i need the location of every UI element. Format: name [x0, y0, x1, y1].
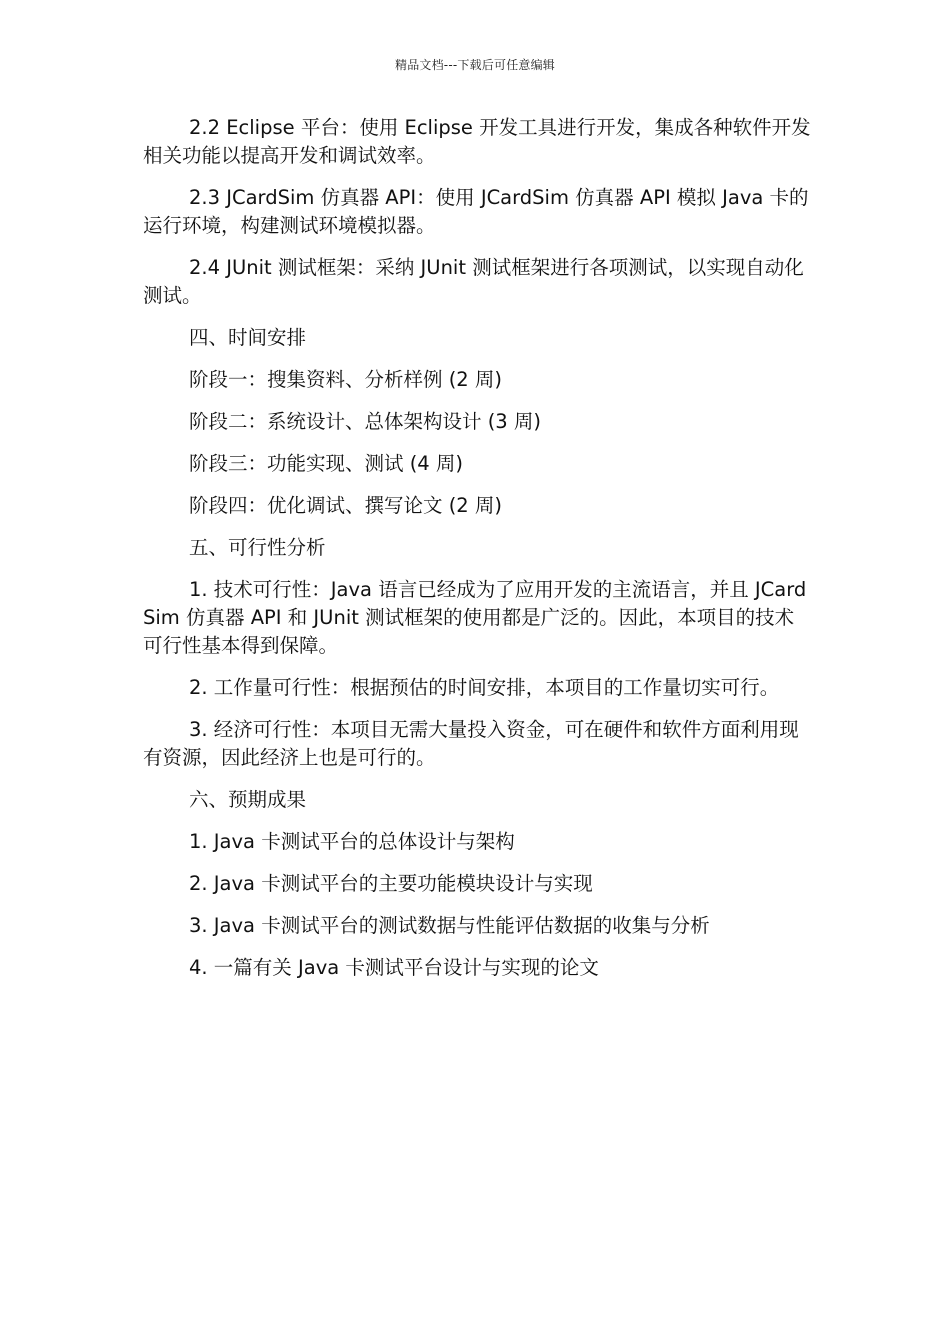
- document-body: [143, 114, 811, 996]
- outcome-2: 2. Java 卡测试平台的主要功能模块设计与实现: [189, 872, 593, 895]
- feasibility-economic: 3. 经济可行性：本项目无需大量投入资金，可在硬件和软件方面利用现有资源，因此经济上也是可行的。: [143, 718, 799, 769]
- schedule-phase-3: 阶段三：功能实现、测试 (4 周): [189, 452, 464, 475]
- feasibility-workload: 2. 工作量可行性：根据预估的时间安排，本项目的工作量切实可行。: [189, 676, 780, 699]
- feasibility-technical: 1. 技术可行性：Java 语言已经成为了应用开发的主流语言，并且 JCardSim 仿真器 API 和 JUnit 测试框架的使用都是广泛的。因此，本项目的技术可行性基本得到保障。: [143, 578, 807, 657]
- section-heading-feasibility: 五、可行性分析: [189, 536, 326, 559]
- paragraph-jcardsim-api: 2.3 JCardSim 仿真器 API：使用 JCardSim 仿真器 API 模拟 Java 卡的运行环境，构建测试环境模拟器。: [143, 186, 809, 237]
- schedule-phase-1: 阶段一：搜集资料、分析样例 (2 周): [189, 368, 503, 391]
- outcome-1: 1. Java 卡测试平台的总体设计与架构: [189, 830, 515, 853]
- schedule-phase-4: 阶段四：优化调试、撰写论文 (2 周): [189, 494, 503, 517]
- paragraph-eclipse-platform: 2.2 Eclipse 平台：使用 Eclipse 开发工具进行开发，集成各种软件开发相关功能以提高开发和调试效率。: [143, 116, 811, 167]
- section-heading-schedule: 四、时间安排: [189, 326, 307, 349]
- paragraph-junit-framework: 2.4 JUnit 测试框架：采纳 JUnit 测试框架进行各项测试，以实现自动化测试。: [143, 256, 804, 307]
- section-heading-outcomes: 六、预期成果: [189, 788, 307, 811]
- schedule-phase-2: 阶段二：系统设计、总体架构设计 (3 周): [189, 410, 542, 433]
- page-header: 精品文档---下载后可任意编辑: [395, 58, 555, 72]
- outcome-3: 3. Java 卡测试平台的测试数据与性能评估数据的收集与分析: [189, 914, 710, 937]
- outcome-4: 4. 一篇有关 Java 卡测试平台设计与实现的论文: [189, 956, 599, 979]
